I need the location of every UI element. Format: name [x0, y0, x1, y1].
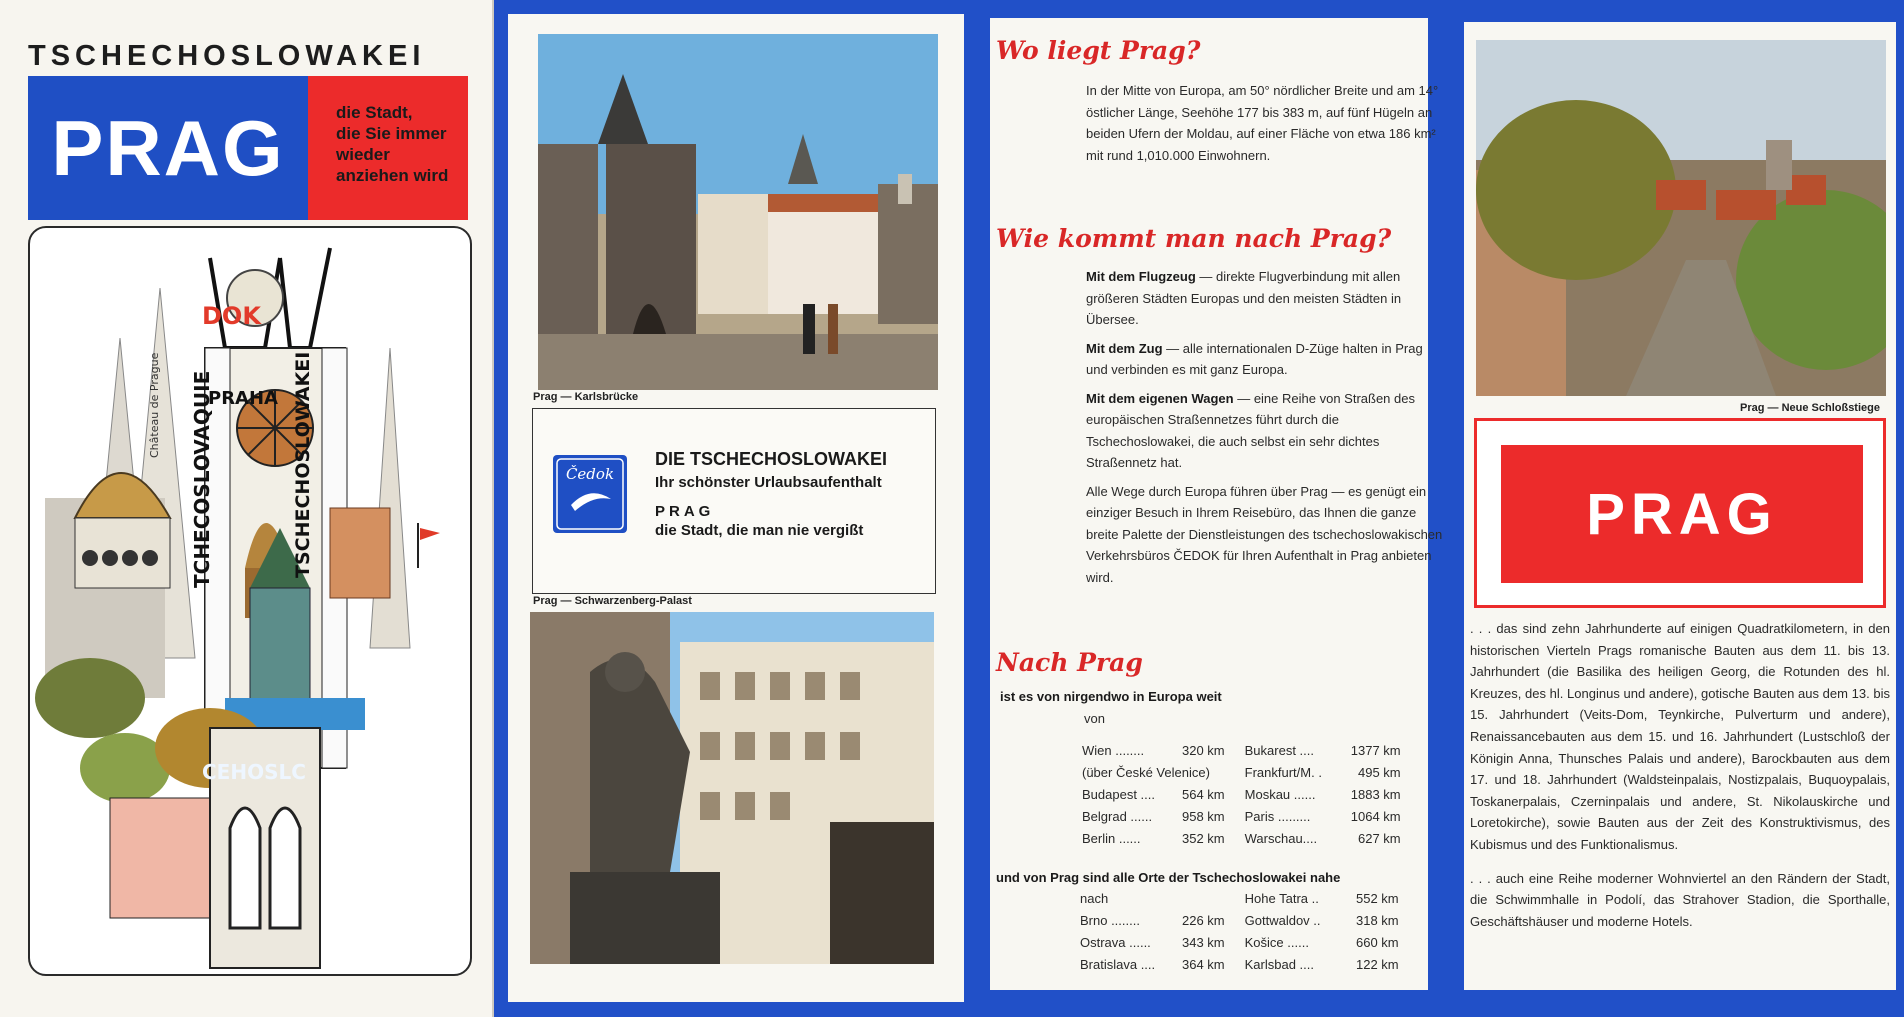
km: 226 km: [1182, 913, 1225, 928]
ad-line-1: DIE TSCHECHOSLOWAKEI: [655, 449, 888, 469]
table-row: [1082, 784, 1401, 806]
km: 958 km: [1182, 809, 1225, 824]
city: Gottwaldov ..: [1244, 913, 1321, 928]
cover-slogan-line: wieder: [336, 145, 390, 164]
prag-title-frame: [1474, 418, 1886, 608]
cedok-logo: [553, 455, 627, 533]
km: 318 km: [1356, 913, 1399, 928]
photo-karlsbruecke: [538, 34, 938, 390]
cover-slogan-line: die Sie immer: [336, 124, 447, 143]
km: 564 km: [1182, 787, 1225, 802]
table-row: [1080, 888, 1399, 910]
prag-history-para-1: . . . das sind zehn Jahrhunderte auf einigen Quadratkilometern, in den historischen Vierteln Prags romanische Bauten aus dem 11. bis 13. Jahrhundert (die Basilika des heiligen Georg, die Rotunden des hl. Kreuzes, des hl. Longinus und andere), gotische Bauten aus dem 13. bis 15. Jahrhundert (Veits-Dom, Teynkirche, Pulverturm und andere), Renaissancebauten aus dem 15. und 16. Jahrhundert (Lustschloß der Königin Anna, Thunsches Palais und andere), Barockbauten aus dem 17. und 18. Jahrhundert (Waldsteinpalais, Nostizpalais, Buquoypalais, Toskanerpalais, Czerninpalais und andere, St. Nikolauskirche und Loretokirche), sowie Bauten aus der Zeit des Konstruktivismus, des Kubismus und des Funktionalismus.: [1470, 621, 1890, 852]
distance-intro: ist es von nirgendwo in Europa weit: [1000, 689, 1222, 704]
km: 320 km: [1182, 743, 1225, 758]
distance-table-europe: [1082, 740, 1401, 850]
city: Bukarest ....: [1244, 743, 1315, 758]
photo-schlossstiege: [1476, 40, 1886, 396]
city: Ostrava ......: [1080, 935, 1151, 950]
km: 495 km: [1358, 765, 1401, 780]
km: 660 km: [1356, 935, 1399, 950]
prag-history-text: [1470, 618, 1890, 932]
km: 1377 km: [1350, 743, 1401, 758]
table-row: [1082, 762, 1401, 784]
city: Wien ........: [1082, 743, 1145, 758]
caption-schlossstiege: Prag — Neue Schloßstiege: [1740, 402, 1880, 414]
collage-word-chateau: Château de Prague: [148, 352, 161, 458]
cover-title-box: [28, 76, 308, 220]
caption-karlsbruecke: Prag — Karlsbrücke: [533, 391, 639, 403]
km: 364 km: [1182, 957, 1225, 972]
km: 122 km: [1356, 957, 1399, 972]
heading-wie-kommt-man: Wie kommt man nach Prag?: [996, 224, 1392, 253]
city: (über České Velenice): [1082, 765, 1210, 780]
travel-flight-text: — direkte Flugverbindung mit allen größeren Städten Europas und den meisten Städten in Übersee.: [1086, 269, 1402, 327]
travel-para-train: [1086, 338, 1446, 381]
km: 1064 km: [1350, 809, 1401, 824]
km: 343 km: [1182, 935, 1225, 950]
km: [1182, 888, 1245, 910]
heading-nach-prag: Nach Prag: [996, 648, 1143, 677]
ad-line-3: PRAG: [655, 503, 715, 520]
table-row: [1080, 910, 1399, 932]
city: Brno ........: [1080, 913, 1140, 928]
cover-country: TSCHECHOSLOWAKEI: [28, 40, 426, 72]
table-row: [1080, 932, 1399, 954]
km: 552 km: [1356, 891, 1399, 906]
table-row: [1082, 828, 1401, 850]
heading-wo-liegt-prag: Wo liegt Prag?: [996, 36, 1201, 65]
distance-table-czechoslovakia: [1080, 888, 1399, 976]
km: 352 km: [1182, 831, 1225, 846]
prag-history-para-2: . . . auch eine Reihe moderner Wohnviertel an den Rändern der Stadt, die Schwimmhalle in Podolí, das Strahover Stadion, die Sporthalle, Geschäftshäuser und moderne Hotels.: [1470, 870, 1890, 929]
city: Bratislava ....: [1080, 957, 1156, 972]
cover-collage: [28, 226, 472, 976]
cedok-ad: [532, 408, 936, 594]
travel-para-cedok: [1086, 481, 1446, 589]
collage-word-cehoslc: CEHOSLC: [202, 760, 306, 784]
travel-train-text: — alle internationalen D-Züge halten in Prag und verbinden es mit ganz Europa.: [1086, 340, 1423, 377]
collage-word-tchecoslovaquie: TCHECOSLOVAQUIE: [190, 370, 214, 588]
cover-slogan-line: anziehen wird: [336, 166, 449, 185]
caption-schwarzenberg: Prag — Schwarzenberg-Palast: [533, 595, 692, 607]
travel-car-bold: Mit dem eigenen Wagen: [1086, 390, 1234, 406]
km: 627 km: [1358, 831, 1401, 846]
travel-flight-bold: Mit dem Flugzeug: [1086, 269, 1196, 284]
cedok-logo-text: Čedok: [565, 465, 615, 483]
text-travel: [1086, 266, 1446, 595]
city: Berlin ......: [1082, 831, 1141, 846]
cover-slogan-box: [308, 76, 468, 220]
cover-panel: [0, 0, 494, 1017]
table-row: [1082, 806, 1401, 828]
city: Košice ......: [1244, 935, 1309, 950]
collage-word-praha: PRAHA: [208, 388, 278, 409]
travel-para-flight: [1086, 266, 1446, 331]
ad-line-2: Ihr schönster Urlaubsaufenthalt: [655, 474, 882, 491]
ad-text: [655, 449, 887, 539]
prag-title: PRAG: [1586, 481, 1778, 547]
distance-intro-2: und von Prag sind alle Orte der Tschechoslowakei nahe: [996, 870, 1341, 885]
collage-word-tschechoslowakei: TSCHECHOSLOWAKEI: [292, 351, 314, 578]
collage-illustration: [30, 228, 472, 976]
collage-word-dok: DOK: [202, 302, 261, 330]
km: 1883 km: [1350, 787, 1401, 802]
city: Belgrad ......: [1082, 809, 1153, 824]
city: Hohe Tatra ..: [1244, 891, 1319, 906]
city: Moskau ......: [1244, 787, 1316, 802]
city: Warschau....: [1244, 831, 1318, 846]
travel-train-bold: Mit dem Zug: [1086, 340, 1163, 356]
table-row: [1080, 954, 1399, 976]
city: Frankfurt/M. .: [1244, 765, 1322, 780]
text-location: In der Mitte von Europa, am 50° nördlicher Breite und am 14° östlicher Länge, Seehöhe 177 bis 383 m, auf fünf Hügeln an beiden Ufern der Moldau, auf einer Fläche von etwa 186 km² mit rund 1,010.000 Einwohnern.: [1086, 83, 1439, 163]
city: Karlsbad ....: [1244, 957, 1315, 972]
city: Budapest ....: [1082, 787, 1155, 802]
cover-title: PRAG: [51, 103, 285, 192]
city: Paris .........: [1244, 809, 1311, 824]
travel-para-car: [1086, 388, 1446, 474]
ad-line-4: die Stadt, die man nie vergißt: [655, 522, 864, 539]
prag-title-box: [1501, 445, 1863, 583]
travel-car-text: — eine Reihe von Straßen des europäischen Straßennetzes führt durch die Tschechoslowakei, die auch selbst ein sehr dichtes Straßennetz hat.: [1086, 390, 1415, 470]
city: nach: [1080, 891, 1109, 906]
photo-schwarzenberg: [530, 612, 934, 964]
table-row: [1082, 740, 1401, 762]
travel-cedok-text: Alle Wege durch Europa führen über Prag — es genügt ein einziger Besuch in Ihrem Reisebüro, das Ihnen die ganze breite Palette der Dienstleistungen des tschechoslowakischen Verkehrsbüros ČEDOK für Ihren Aufenthalt in Prag anbieten wird.: [1086, 483, 1443, 585]
distance-von: von: [1084, 711, 1105, 726]
cover-slogan-line: die Stadt,: [336, 103, 413, 122]
